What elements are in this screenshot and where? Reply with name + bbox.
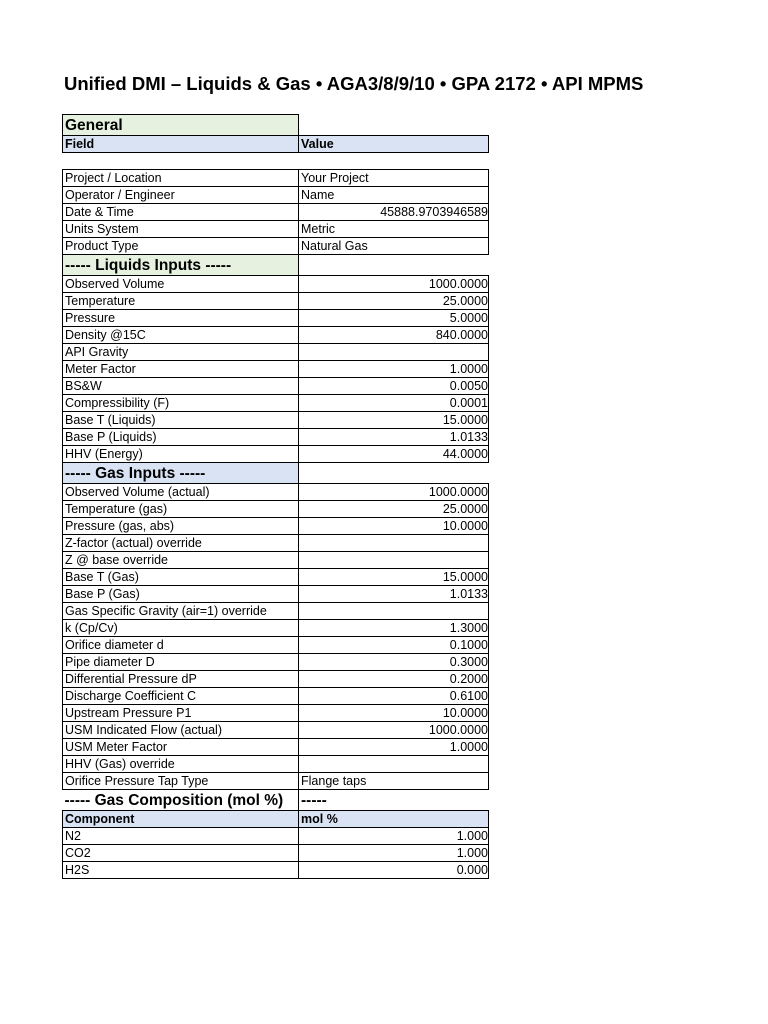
liquids-value-cell[interactable]: 0.0001 xyxy=(299,395,489,412)
gas-row xyxy=(63,739,489,756)
general-section-row xyxy=(63,115,489,136)
liquids-value-cell[interactable]: 1000.0000 xyxy=(299,276,489,293)
liquids-value-cell[interactable]: 44.0000 xyxy=(299,446,489,463)
gas-value-cell[interactable]: 1.0000 xyxy=(299,739,489,756)
general-section-blank xyxy=(299,115,489,136)
gas-field-label: Z @ base override xyxy=(63,552,299,569)
composition-section-tail: ----- xyxy=(301,791,327,809)
gas-value-cell[interactable]: 0.3000 xyxy=(299,654,489,671)
gas-field-label: Base P (Gas) xyxy=(63,586,299,603)
composition-row xyxy=(63,862,489,879)
general-row xyxy=(63,238,489,255)
gas-row xyxy=(63,484,489,501)
gas-field-label: Z-factor (actual) override xyxy=(63,535,299,552)
gas-row xyxy=(63,671,489,688)
gas-row xyxy=(63,654,489,671)
liquids-value-cell[interactable]: 25.0000 xyxy=(299,293,489,310)
gas-value-cell[interactable]: 0.2000 xyxy=(299,671,489,688)
gas-value-cell[interactable]: 10.0000 xyxy=(299,705,489,722)
gas-value-cell[interactable] xyxy=(299,603,489,620)
composition-value-cell[interactable]: 1.000 xyxy=(299,845,489,862)
gas-row xyxy=(63,586,489,603)
general-value-cell[interactable]: Your Project xyxy=(299,170,489,187)
gas-value-cell[interactable]: 0.6100 xyxy=(299,688,489,705)
gas-row xyxy=(63,535,489,552)
gas-row xyxy=(63,518,489,535)
general-field-label: Product Type xyxy=(63,238,299,255)
mol-percent-header: mol % xyxy=(299,811,489,828)
gas-value-cell[interactable]: 1.3000 xyxy=(299,620,489,637)
general-field-label: Units System xyxy=(63,221,299,238)
liquids-row xyxy=(63,310,489,327)
gas-row xyxy=(63,705,489,722)
composition-field-label: CO2 xyxy=(63,845,299,862)
gas-row xyxy=(63,501,489,518)
gas-field-label: Observed Volume (actual) xyxy=(63,484,299,501)
gas-field-label: Pressure (gas, abs) xyxy=(63,518,299,535)
liquids-row xyxy=(63,276,489,293)
liquids-value-cell[interactable] xyxy=(299,344,489,361)
liquids-value-cell[interactable]: 0.0050 xyxy=(299,378,489,395)
composition-field-label: H2S xyxy=(63,862,299,879)
general-value-cell[interactable]: 45888.9703946589 xyxy=(299,204,489,221)
general-row xyxy=(63,221,489,238)
general-row xyxy=(63,187,489,204)
gas-value-cell[interactable]: 10.0000 xyxy=(299,518,489,535)
gas-value-cell[interactable]: 0.1000 xyxy=(299,637,489,654)
gas-field-label: Differential Pressure dP xyxy=(63,671,299,688)
liquids-row xyxy=(63,395,489,412)
gas-value-cell[interactable]: 1000.0000 xyxy=(299,484,489,501)
gas-field-label: Orifice diameter d xyxy=(63,637,299,654)
liquids-field-label: Base P (Liquids) xyxy=(63,429,299,446)
gas-field-label: k (Cp/Cv) xyxy=(63,620,299,637)
value-header: Value xyxy=(299,136,489,153)
spacer-row xyxy=(63,153,489,170)
gas-row xyxy=(63,552,489,569)
gas-field-label: HHV (Gas) override xyxy=(63,756,299,773)
general-header-row xyxy=(63,136,489,153)
composition-row xyxy=(63,828,489,845)
general-value-cell[interactable]: Name xyxy=(299,187,489,204)
general-value-cell[interactable]: Natural Gas xyxy=(299,238,489,255)
liquids-row xyxy=(63,412,489,429)
liquids-row xyxy=(63,293,489,310)
component-header: Component xyxy=(63,811,299,828)
field-header: Field xyxy=(63,136,299,153)
liquids-section-blank xyxy=(299,255,489,276)
liquids-field-label: HHV (Energy) xyxy=(63,446,299,463)
gas-row xyxy=(63,603,489,620)
gas-row xyxy=(63,756,489,773)
gas-row xyxy=(63,569,489,586)
liquids-field-label: Observed Volume xyxy=(63,276,299,293)
gas-value-cell[interactable]: 15.0000 xyxy=(299,569,489,586)
composition-section-row xyxy=(63,790,489,811)
liquids-field-label: Temperature xyxy=(63,293,299,310)
gas-value-cell[interactable]: 25.0000 xyxy=(299,501,489,518)
gas-row xyxy=(63,773,489,790)
sheet-body xyxy=(63,115,489,879)
gas-field-label: Upstream Pressure P1 xyxy=(63,705,299,722)
gas-value-cell[interactable] xyxy=(299,552,489,569)
gas-field-label: USM Meter Factor xyxy=(63,739,299,756)
liquids-field-label: Compressibility (F) xyxy=(63,395,299,412)
liquids-field-label: Meter Factor xyxy=(63,361,299,378)
sheet-title: Unified DMI – Liquids & Gas • AGA3/8/9/10 • GPA 2172 • API MPMS xyxy=(64,73,644,94)
gas-row xyxy=(63,620,489,637)
general-section-label: General xyxy=(63,115,299,136)
sheet-title-area xyxy=(64,71,644,97)
composition-value-cell[interactable]: 0.000 xyxy=(299,862,489,879)
liquids-row xyxy=(63,446,489,463)
gas-value-cell[interactable]: 1000.0000 xyxy=(299,722,489,739)
liquids-value-cell[interactable]: 1.0133 xyxy=(299,429,489,446)
general-row xyxy=(63,204,489,221)
gas-value-cell[interactable] xyxy=(299,535,489,552)
gas-row xyxy=(63,722,489,739)
liquids-field-label: Density @15C xyxy=(63,327,299,344)
general-field-label: Operator / Engineer xyxy=(63,187,299,204)
gas-field-label: Base T (Gas) xyxy=(63,569,299,586)
gas-field-label: Orifice Pressure Tap Type xyxy=(63,773,299,790)
composition-row xyxy=(63,845,489,862)
liquids-value-cell[interactable]: 1.0000 xyxy=(299,361,489,378)
liquids-row xyxy=(63,327,489,344)
general-field-label: Date & Time xyxy=(63,204,299,221)
general-row xyxy=(63,170,489,187)
gas-section-row xyxy=(63,463,489,484)
liquids-value-cell[interactable]: 15.0000 xyxy=(299,412,489,429)
liquids-field-label: API Gravity xyxy=(63,344,299,361)
gas-field-label: USM Indicated Flow (actual) xyxy=(63,722,299,739)
gas-field-label: Pipe diameter D xyxy=(63,654,299,671)
composition-value-cell[interactable]: 1.000 xyxy=(299,828,489,845)
general-field-label: Project / Location xyxy=(63,170,299,187)
liquids-field-label: BS&W xyxy=(63,378,299,395)
dmi-input-sheet xyxy=(62,114,489,879)
composition-header-row xyxy=(63,811,489,828)
liquids-value-cell[interactable]: 840.0000 xyxy=(299,327,489,344)
liquids-section-row xyxy=(63,255,489,276)
liquids-row xyxy=(63,429,489,446)
gas-section-blank xyxy=(299,463,489,484)
liquids-section-label: ----- Liquids Inputs ----- xyxy=(63,255,299,276)
general-value-cell[interactable]: Metric xyxy=(299,221,489,238)
liquids-field-label: Pressure xyxy=(63,310,299,327)
gas-value-cell[interactable] xyxy=(299,756,489,773)
liquids-row xyxy=(63,378,489,395)
composition-field-label: N2 xyxy=(63,828,299,845)
gas-row xyxy=(63,637,489,654)
liquids-value-cell[interactable]: 5.0000 xyxy=(299,310,489,327)
gas-field-label: Discharge Coefficient C xyxy=(63,688,299,705)
gas-value-cell[interactable]: Flange taps xyxy=(299,773,489,790)
composition-section-label: ----- Gas Composition (mol %) xyxy=(63,790,299,811)
gas-section-label: ----- Gas Inputs ----- xyxy=(63,463,299,484)
gas-value-cell[interactable]: 1.0133 xyxy=(299,586,489,603)
liquids-field-label: Base T (Liquids) xyxy=(63,412,299,429)
liquids-row xyxy=(63,344,489,361)
gas-row xyxy=(63,688,489,705)
gas-field-label: Gas Specific Gravity (air=1) override xyxy=(63,603,299,620)
gas-field-label: Temperature (gas) xyxy=(63,501,299,518)
liquids-row xyxy=(63,361,489,378)
